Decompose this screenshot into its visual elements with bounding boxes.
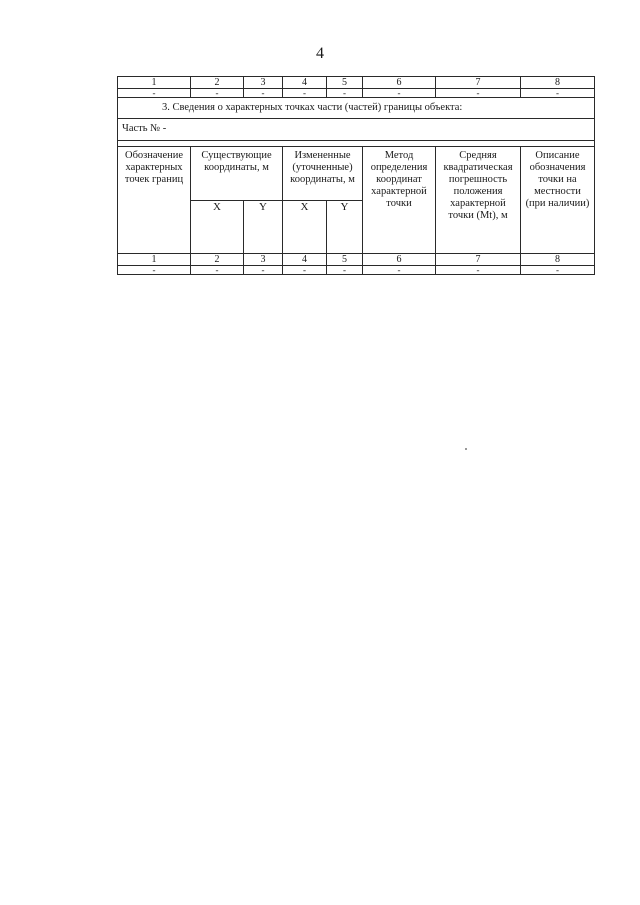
bottom-num-cell: 3 — [244, 254, 283, 266]
bottom-dash-cell: - — [363, 266, 436, 275]
header-x-changed: X — [283, 201, 327, 254]
boundary-points-table — [117, 76, 595, 275]
part-row — [118, 119, 595, 141]
top-dash-cell: - — [327, 89, 363, 98]
bottom-dash-cell: - — [191, 266, 244, 275]
top-dash-cell: - — [363, 89, 436, 98]
header-y-changed: Y — [327, 201, 363, 254]
top-dash-cell: - — [118, 89, 191, 98]
top-num-cell: 7 — [436, 77, 521, 89]
bottom-num-cell: 1 — [118, 254, 191, 266]
bottom-num-cell: 4 — [283, 254, 327, 266]
bottom-dash-cell: - — [244, 266, 283, 275]
bottom-dash-cell: - — [118, 266, 191, 275]
section-title-row — [118, 98, 595, 119]
top-dash-cell: - — [191, 89, 244, 98]
bottom-num-cell: 7 — [436, 254, 521, 266]
top-dash-cell: - — [244, 89, 283, 98]
header-point-designation: Обозначение характерных точек границ — [118, 147, 191, 254]
scan-speck — [465, 448, 467, 450]
page-number: 4 — [316, 45, 324, 62]
header-existing-coordinates: Существующие координаты, м — [191, 147, 283, 201]
header-description: Описание обозначения точки на местности (при наличии) — [521, 147, 595, 254]
top-dash-cell: - — [283, 89, 327, 98]
bottom-dash-row — [118, 266, 595, 275]
top-dash-cell: - — [436, 89, 521, 98]
bottom-num-cell: 8 — [521, 254, 595, 266]
top-num-cell: 2 — [191, 77, 244, 89]
top-num-cell: 8 — [521, 77, 595, 89]
bottom-dash-cell: - — [283, 266, 327, 275]
bottom-num-cell: 5 — [327, 254, 363, 266]
top-num-cell: 4 — [283, 77, 327, 89]
bottom-num-cell: 2 — [191, 254, 244, 266]
top-num-cell: 1 — [118, 77, 191, 89]
header-row — [118, 147, 595, 201]
header-changed-coordinates: Измененные (уточненные) координаты, м — [283, 147, 363, 201]
header-x-existing: X — [191, 201, 244, 254]
top-numbers-row — [118, 77, 595, 89]
bottom-dash-cell: - — [436, 266, 521, 275]
header-method: Метод определения координат характерной точки — [363, 147, 436, 254]
top-num-cell: 6 — [363, 77, 436, 89]
section-title: 3. Сведения о характерных точках части (частей) границы объекта: — [118, 98, 595, 119]
header-y-existing: Y — [244, 201, 283, 254]
top-num-cell: 5 — [327, 77, 363, 89]
top-dash-row — [118, 89, 595, 98]
top-dash-cell: - — [521, 89, 595, 98]
part-label: Часть № - — [118, 119, 595, 141]
bottom-num-cell: 6 — [363, 254, 436, 266]
bottom-dash-cell: - — [327, 266, 363, 275]
bottom-numbers-row — [118, 254, 595, 266]
top-num-cell: 3 — [244, 77, 283, 89]
bottom-dash-cell: - — [521, 266, 595, 275]
header-mean-error: Средняя квадратическая погрешность положения характерной точки (Mt), м — [436, 147, 521, 254]
